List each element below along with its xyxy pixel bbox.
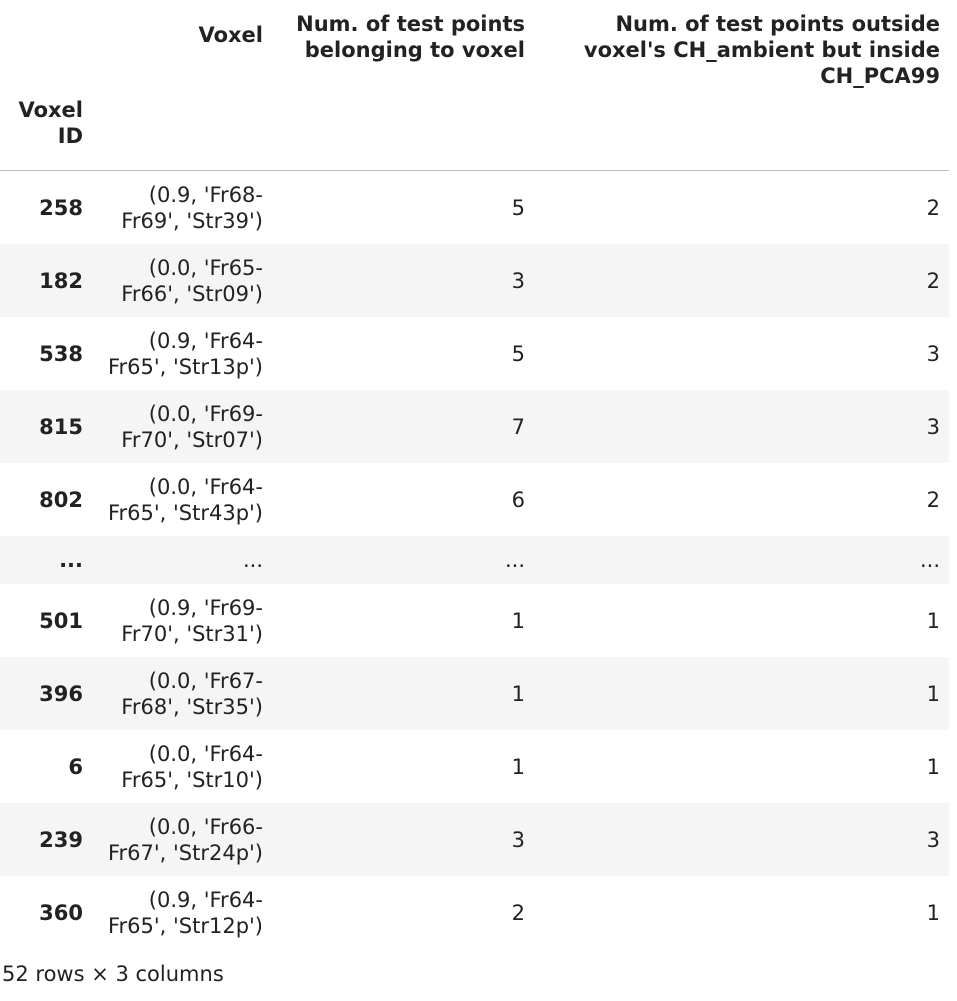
table-row <box>0 730 949 803</box>
row-voxel-id: 396 <box>39 681 83 706</box>
row-num-outside: 3 <box>926 414 940 439</box>
row-voxel: (0.9, 'Fr69-Fr70', 'Str31') <box>121 595 263 646</box>
row-num-outside: ... <box>919 548 940 572</box>
row-num-outside: 2 <box>926 268 940 293</box>
header-num-test-points: Num. of test points belonging to voxel <box>296 12 525 62</box>
row-num-test-points: 5 <box>511 195 525 220</box>
row-num-outside: 3 <box>926 827 940 852</box>
table-row <box>0 584 949 657</box>
row-voxel: (0.9, 'Fr64-Fr65', 'Str12p') <box>107 887 263 938</box>
row-voxel-id: 258 <box>39 195 83 220</box>
index-blank-cell <box>272 97 534 171</box>
column-header-row <box>0 0 949 97</box>
row-voxel: (0.0, 'Fr65-Fr66', 'Str09') <box>121 255 263 306</box>
row-voxel: ... <box>242 548 263 572</box>
row-num-outside: 1 <box>926 754 940 779</box>
row-num-outside: 1 <box>926 608 940 633</box>
index-blank-cell <box>534 97 949 171</box>
row-num-outside: 2 <box>926 487 940 512</box>
header-num-outside: Num. of test points outside voxel's CH_ambient but inside CH_PCA99 <box>583 12 940 88</box>
index-name-row <box>0 97 949 171</box>
row-voxel-id: 538 <box>39 341 83 366</box>
row-num-outside: 1 <box>926 681 940 706</box>
table-row <box>0 317 949 390</box>
row-num-test-points: 3 <box>511 268 525 293</box>
row-num-outside: 2 <box>926 195 940 220</box>
table-row <box>0 244 949 317</box>
row-num-test-points: 5 <box>511 341 525 366</box>
row-voxel-id: ... <box>59 548 83 572</box>
table-row <box>0 657 949 730</box>
row-voxel-id: 815 <box>39 414 83 439</box>
table-row <box>0 803 949 876</box>
row-voxel: (0.0, 'Fr64-Fr65', 'Str43p') <box>107 474 263 525</box>
row-voxel: (0.0, 'Fr64-Fr65', 'Str10') <box>121 741 263 792</box>
row-voxel-id: 501 <box>39 608 83 633</box>
row-num-test-points: 1 <box>511 681 525 706</box>
row-voxel: (0.9, 'Fr68-Fr69', 'Str39') <box>121 182 263 233</box>
row-num-test-points: 1 <box>511 754 525 779</box>
table-shape-summary: 52 rows × 3 columns <box>2 962 224 986</box>
row-voxel: (0.9, 'Fr64-Fr65', 'Str13p') <box>107 328 263 379</box>
table-row <box>0 876 949 949</box>
table-body <box>0 171 949 950</box>
row-voxel: (0.0, 'Fr67-Fr68', 'Str35') <box>121 668 263 719</box>
header-voxel-id: Voxel ID <box>18 98 83 148</box>
row-num-test-points: 2 <box>511 900 525 925</box>
table-row <box>0 463 949 536</box>
table-header <box>0 0 949 171</box>
header-blank-cell <box>0 0 92 97</box>
row-voxel-id: 802 <box>39 487 83 512</box>
header-voxel: Voxel <box>198 23 263 47</box>
table-row <box>0 390 949 463</box>
row-num-outside: 3 <box>926 341 940 366</box>
row-voxel: (0.0, 'Fr66-Fr67', 'Str24p') <box>107 814 263 865</box>
row-voxel-id: 182 <box>39 268 83 293</box>
row-num-test-points: 7 <box>511 414 525 439</box>
ellipsis-row <box>0 536 949 584</box>
row-num-test-points: 1 <box>511 608 525 633</box>
row-voxel-id: 239 <box>39 827 83 852</box>
row-voxel: (0.0, 'Fr69-Fr70', 'Str07') <box>121 401 263 452</box>
table-row <box>0 171 949 245</box>
row-num-test-points: 6 <box>511 487 525 512</box>
row-voxel-id: 360 <box>39 900 83 925</box>
row-voxel-id: 6 <box>68 754 83 779</box>
row-num-outside: 1 <box>926 900 940 925</box>
row-num-test-points: ... <box>504 548 525 572</box>
index-blank-cell <box>92 97 272 171</box>
row-num-test-points: 3 <box>511 827 525 852</box>
